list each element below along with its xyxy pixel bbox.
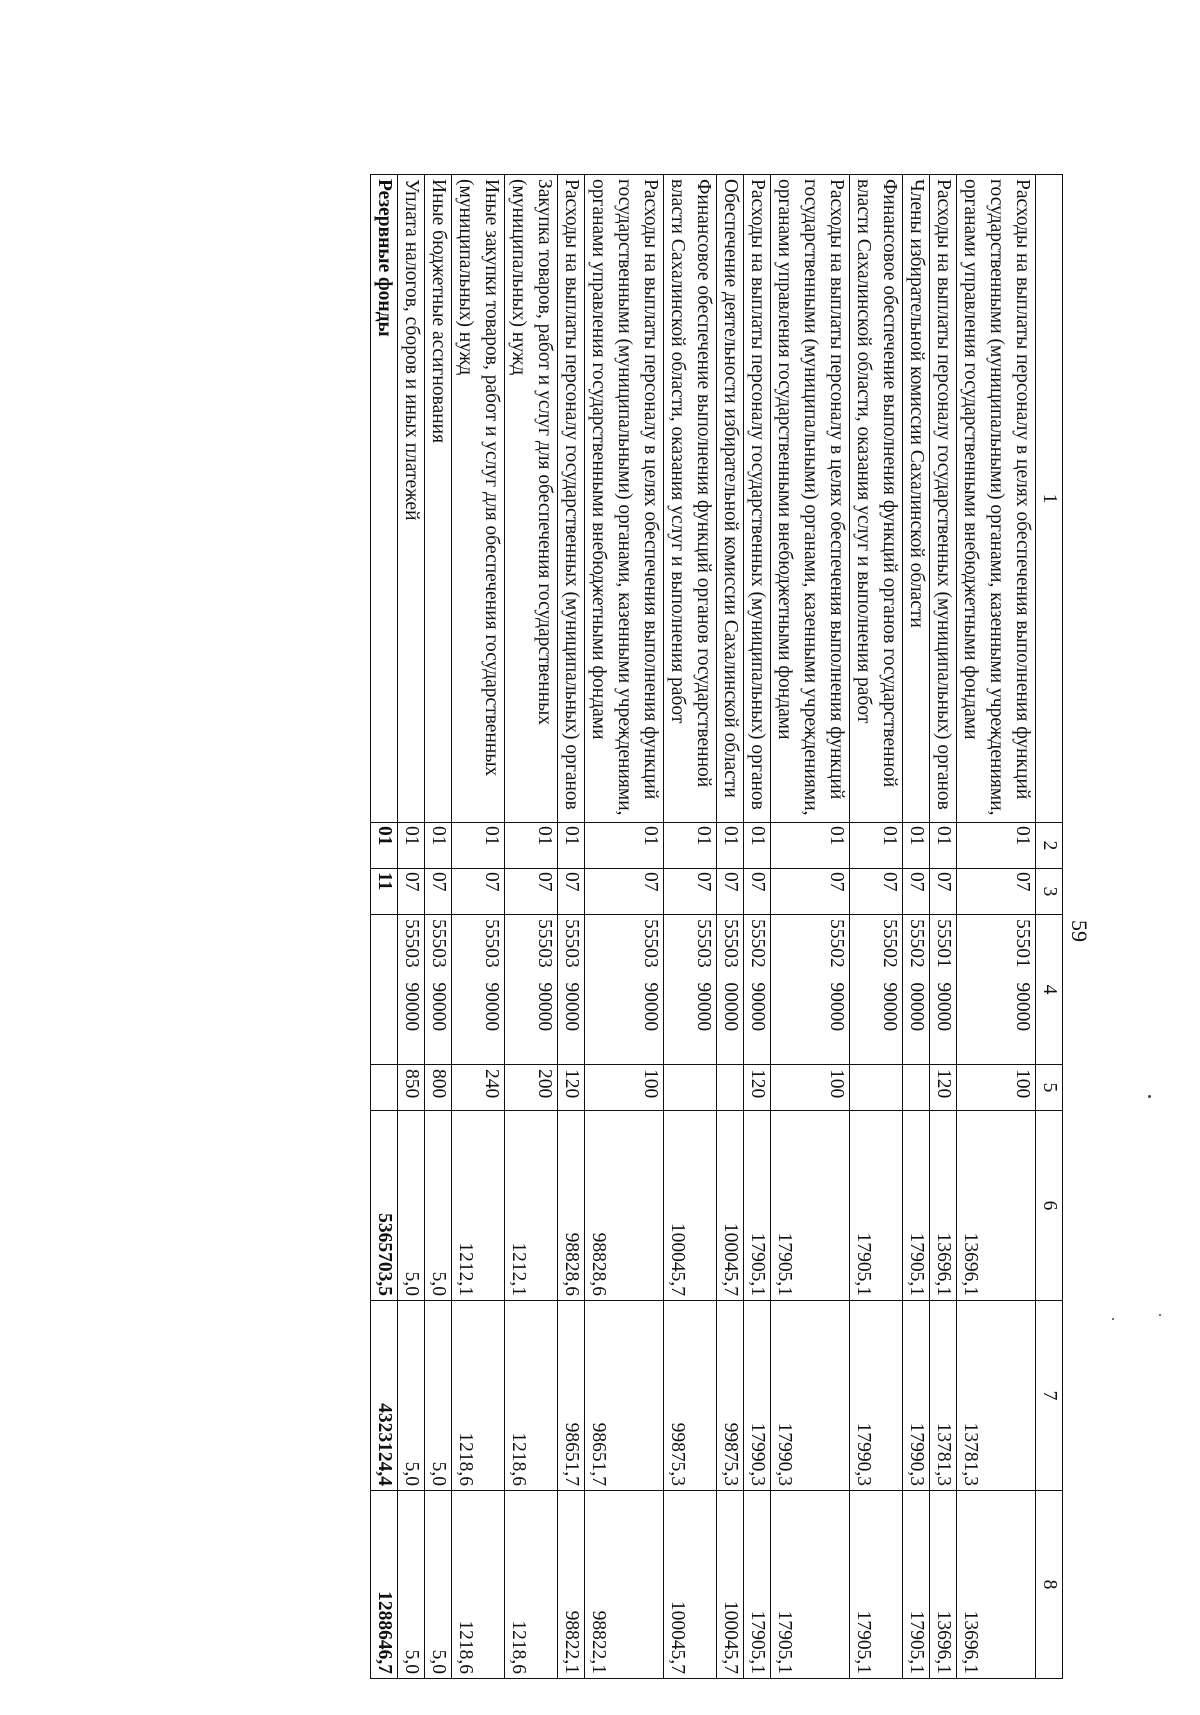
row-subsection: 07 — [425, 869, 452, 915]
header-cell: 3 — [1036, 869, 1063, 915]
table-row — [398, 175, 425, 1679]
row-name: Резервные фонды — [371, 175, 398, 823]
row-section: 01 — [585, 823, 664, 869]
row-value-col7: 13781,3 — [957, 1301, 1036, 1491]
row-section: 01 — [850, 823, 903, 869]
row-value-col8: 1218,6 — [505, 1491, 558, 1679]
row-value-col8: 13696,1 — [957, 1491, 1036, 1679]
row-section: 01 — [744, 823, 771, 869]
scan-speck — [1159, 1314, 1161, 1316]
row-target-article: 55503 90000 — [505, 915, 558, 1065]
row-expense-type: 100 — [585, 1065, 664, 1111]
row-name: Уплата налогов, сборов и иных платежей — [398, 175, 425, 823]
row-subsection: 07 — [903, 869, 930, 915]
table-row — [903, 175, 930, 1679]
row-value-col6: 5365703,5 — [371, 1111, 398, 1301]
table-header-row — [1036, 175, 1063, 1679]
header-cell: 8 — [1036, 1491, 1063, 1679]
row-value-col7: 17990,3 — [903, 1301, 930, 1491]
row-section: 01 — [664, 823, 717, 869]
row-section: 01 — [957, 823, 1036, 869]
row-target-article: 55503 00000 — [717, 915, 744, 1065]
row-expense-type — [850, 1065, 903, 1111]
row-subsection: 07 — [585, 869, 664, 915]
row-value-col7: 99875,3 — [717, 1301, 744, 1491]
row-expense-type — [717, 1065, 744, 1111]
row-value-col6: 98828,6 — [558, 1111, 585, 1301]
row-expense-type — [903, 1065, 930, 1111]
row-subsection: 07 — [664, 869, 717, 915]
row-subsection: 07 — [850, 869, 903, 915]
row-subsection: 07 — [957, 869, 1036, 915]
row-expense-type: 100 — [771, 1065, 850, 1111]
row-section: 01 — [903, 823, 930, 869]
row-value-col6: 1212,1 — [505, 1111, 558, 1301]
row-target-article: 55502 00000 — [903, 915, 930, 1065]
row-subsection: 07 — [505, 869, 558, 915]
table-row — [930, 175, 957, 1679]
row-value-col6: 17905,1 — [850, 1111, 903, 1301]
row-value-col8: 1218,6 — [452, 1491, 505, 1679]
row-value-col6: 17905,1 — [744, 1111, 771, 1301]
row-section: 01 — [425, 823, 452, 869]
row-name: Финансовое обеспечение выполнения функций органов государственной власти Сахалинской области, оказания услуг и выполнения работ — [664, 175, 717, 823]
page-number: 59 — [1067, 920, 1092, 942]
header-cell: 7 — [1036, 1301, 1063, 1491]
row-expense-type: 200 — [505, 1065, 558, 1111]
row-target-article — [371, 915, 398, 1065]
row-value-col6: 5,0 — [398, 1111, 425, 1301]
row-value-col6: 13696,1 — [957, 1111, 1036, 1301]
header-cell: 6 — [1036, 1111, 1063, 1301]
row-expense-type: 240 — [452, 1065, 505, 1111]
row-name: Закупка товаров, работ и услуг для обеспечения государственных (муниципальных) нужд — [505, 175, 558, 823]
row-name: Расходы на выплаты персоналу государственных (муниципальных) органов — [558, 175, 585, 823]
row-value-col8: 98822,1 — [558, 1491, 585, 1679]
row-value-col8: 5,0 — [398, 1491, 425, 1679]
table-row — [717, 175, 744, 1679]
row-value-col8: 17905,1 — [771, 1491, 850, 1679]
row-target-article: 55503 90000 — [585, 915, 664, 1065]
table-row-total — [371, 175, 398, 1679]
row-value-col8: 100045,7 — [717, 1491, 744, 1679]
row-value-col7: 98651,7 — [558, 1301, 585, 1491]
header-cell: 4 — [1036, 915, 1063, 1065]
row-value-col7: 4323124,4 — [371, 1301, 398, 1491]
row-name: Расходы на выплаты персоналу в целях обеспечения выполнения функций государственными (муниципальными) органами, казенными учреждениями, органами управления государственными внебюджетными фондами — [771, 175, 850, 823]
budget-table — [370, 174, 1063, 1679]
row-section: 01 — [930, 823, 957, 869]
table-row — [744, 175, 771, 1679]
row-target-article: 55503 90000 — [452, 915, 505, 1065]
table-row — [452, 175, 505, 1679]
table-row — [664, 175, 717, 1679]
table-row — [771, 175, 850, 1679]
row-subsection: 07 — [771, 869, 850, 915]
row-target-article: 55503 90000 — [425, 915, 452, 1065]
row-value-col8: 5,0 — [425, 1491, 452, 1679]
row-section: 01 — [505, 823, 558, 869]
row-value-col6: 100045,7 — [664, 1111, 717, 1301]
row-name: Обеспечение деятельности избирательной комиссии Сахалинской области — [717, 175, 744, 823]
table-row — [558, 175, 585, 1679]
row-target-article: 55501 90000 — [957, 915, 1036, 1065]
row-value-col7: 1218,6 — [505, 1301, 558, 1491]
row-expense-type: 800 — [425, 1065, 452, 1111]
row-value-col7: 5,0 — [398, 1301, 425, 1491]
table-row — [425, 175, 452, 1679]
header-cell: 5 — [1036, 1065, 1063, 1111]
row-value-col7: 17990,3 — [771, 1301, 850, 1491]
row-section: 01 — [371, 823, 398, 869]
row-target-article: 55503 90000 — [398, 915, 425, 1065]
row-value-col6: 17905,1 — [771, 1111, 850, 1301]
row-name: Расходы на выплаты персоналу в целях обеспечения выполнения функций государственными (муниципальными) органами, казенными учреждениями, органами управления государственными внебюджетными фондами — [585, 175, 664, 823]
table-row — [957, 175, 1036, 1679]
row-expense-type: 120 — [930, 1065, 957, 1111]
row-target-article: 55501 90000 — [930, 915, 957, 1065]
rotated-table-container — [39, 174, 1063, 1678]
row-value-col8: 1288646,7 — [371, 1491, 398, 1679]
header-cell: 1 — [1036, 175, 1063, 823]
row-value-col7: 1218,6 — [452, 1301, 505, 1491]
row-name: Иные закупки товаров, работ и услуг для обеспечения государственных (муниципальных) нужд — [452, 175, 505, 823]
row-value-col8: 100045,7 — [664, 1491, 717, 1679]
row-subsection: 11 — [371, 869, 398, 915]
row-value-col6: 1212,1 — [452, 1111, 505, 1301]
row-value-col8: 98822,1 — [585, 1491, 664, 1679]
row-name: Расходы на выплаты персоналу в целях обеспечения выполнения функций государственными (муниципальными) органами, казенными учреждениями, органами управления государственными внебюджетными фондами — [957, 175, 1036, 823]
row-value-col7: 17990,3 — [850, 1301, 903, 1491]
scan-speck — [1112, 1318, 1114, 1320]
table-row — [585, 175, 664, 1679]
row-value-col6: 13696,1 — [930, 1111, 957, 1301]
row-subsection: 07 — [744, 869, 771, 915]
row-value-col6: 100045,7 — [717, 1111, 744, 1301]
row-target-article: 55503 90000 — [664, 915, 717, 1065]
row-expense-type: 120 — [744, 1065, 771, 1111]
row-target-article: 55502 90000 — [744, 915, 771, 1065]
row-value-col6: 98828,6 — [585, 1111, 664, 1301]
row-section: 01 — [558, 823, 585, 869]
row-name: Расходы на выплаты персоналу государственных (муниципальных) органов — [930, 175, 957, 823]
row-subsection: 07 — [398, 869, 425, 915]
row-value-col7: 13781,3 — [930, 1301, 957, 1491]
table-row — [505, 175, 558, 1679]
row-value-col8: 17905,1 — [850, 1491, 903, 1679]
row-target-article: 55502 90000 — [771, 915, 850, 1065]
row-value-col8: 17905,1 — [903, 1491, 930, 1679]
row-expense-type — [371, 1065, 398, 1111]
row-subsection: 07 — [930, 869, 957, 915]
header-cell: 2 — [1036, 823, 1063, 869]
row-target-article: 55502 90000 — [850, 915, 903, 1065]
row-value-col8: 13696,1 — [930, 1491, 957, 1679]
row-subsection: 07 — [558, 869, 585, 915]
row-name: Иные бюджетные ассигнования — [425, 175, 452, 823]
row-expense-type: 100 — [957, 1065, 1036, 1111]
row-name: Расходы на выплаты персоналу государственных (муниципальных) органов — [744, 175, 771, 823]
row-name: Финансовое обеспечение выполнения функций органов государственной власти Сахалинской области, оказания услуг и выполнения работ — [850, 175, 903, 823]
row-section: 01 — [452, 823, 505, 869]
row-value-col7: 99875,3 — [664, 1301, 717, 1491]
row-subsection: 07 — [452, 869, 505, 915]
row-expense-type: 120 — [558, 1065, 585, 1111]
row-value-col7: 5,0 — [425, 1301, 452, 1491]
row-value-col7: 98651,7 — [585, 1301, 664, 1491]
row-value-col7: 17990,3 — [744, 1301, 771, 1491]
row-name: Члены избирательной комиссии Сахалинской области — [903, 175, 930, 823]
row-expense-type: 850 — [398, 1065, 425, 1111]
row-subsection: 07 — [717, 869, 744, 915]
row-value-col6: 5,0 — [425, 1111, 452, 1301]
row-value-col6: 17905,1 — [903, 1111, 930, 1301]
table-row — [850, 175, 903, 1679]
row-expense-type — [664, 1065, 717, 1111]
row-section: 01 — [771, 823, 850, 869]
row-section: 01 — [398, 823, 425, 869]
row-section: 01 — [717, 823, 744, 869]
row-target-article: 55503 90000 — [558, 915, 585, 1065]
row-value-col8: 17905,1 — [744, 1491, 771, 1679]
scan-speck — [1148, 1095, 1151, 1098]
